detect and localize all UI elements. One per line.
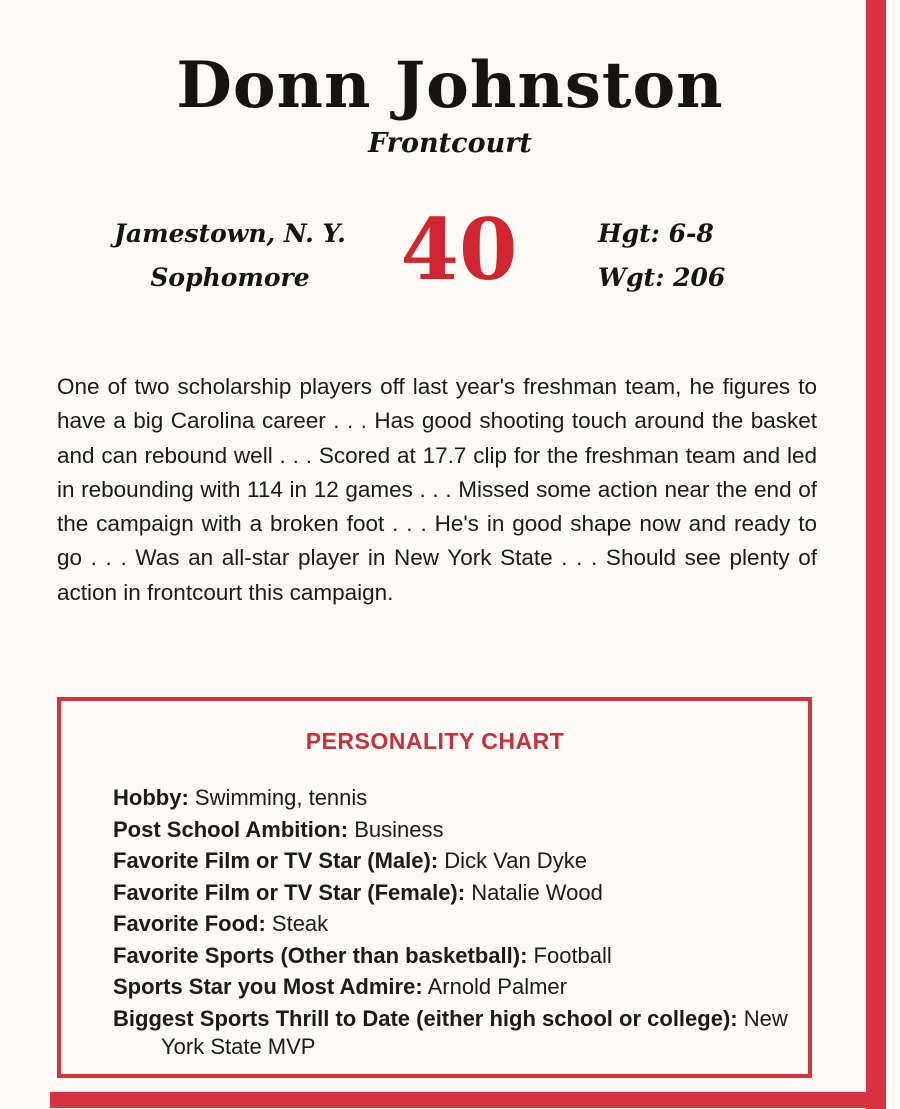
chart-item-value: Dick Van Dyke xyxy=(444,848,587,873)
chart-item-value: Arnold Palmer xyxy=(427,974,567,999)
height-value: 6-8 xyxy=(668,219,714,248)
chart-item-admire xyxy=(113,971,793,1003)
chart-item-hobby xyxy=(113,782,793,814)
chart-item-value: Business xyxy=(354,816,444,842)
player-hometown: Jamestown, N. Y. xyxy=(114,219,346,248)
chart-item-label: Post School Ambition: xyxy=(113,816,349,842)
chart-item-label: Favorite Film or TV Star (Female): xyxy=(113,879,466,905)
chart-item-value: Natalie Wood xyxy=(471,879,603,905)
chart-item-sports xyxy=(113,940,793,972)
height-row xyxy=(598,212,768,256)
chart-item-thrill xyxy=(113,1005,793,1061)
chart-item-value: Steak xyxy=(271,911,329,936)
chart-item-label: Sports Star you Most Admire: xyxy=(113,974,423,999)
chart-item-star-male xyxy=(113,845,793,877)
chart-item-label: Biggest Sports Thrill to Date (either high school or college): xyxy=(113,1005,738,1031)
chart-item-label: Hobby: xyxy=(113,785,189,810)
chart-item-value: Swimming, tennis xyxy=(194,785,368,810)
weight-value: 206 xyxy=(673,263,726,292)
player-name: Donn Johnston xyxy=(176,48,724,123)
red-border-bottom xyxy=(50,1092,886,1108)
player-origin xyxy=(80,212,380,300)
personality-chart-title: PERSONALITY CHART xyxy=(305,728,565,754)
chart-item-food xyxy=(113,908,793,940)
player-position: Frontcourt xyxy=(368,128,532,159)
personality-chart-list xyxy=(113,782,793,1061)
jersey-number: 40 xyxy=(400,200,518,299)
chart-item-value: Football xyxy=(533,942,612,968)
player-measurements xyxy=(598,212,768,300)
height-label: Hgt: xyxy=(598,219,660,248)
player-class: Sophomore xyxy=(150,263,310,292)
weight-label: Wgt: xyxy=(598,263,665,292)
chart-item-ambition xyxy=(113,814,793,846)
chart-item-label: Favorite Film or TV Star (Male): xyxy=(113,848,439,873)
chart-item-label: Favorite Food: xyxy=(113,911,266,936)
chart-item-label: Favorite Sports (Other than basketball): xyxy=(113,942,528,968)
red-border-right xyxy=(866,0,886,1109)
player-bio: One of two scholarship players off last year's freshman team, he figures to have a big Carolina career . . . Has good shooting touch around the basket and can rebound well . . . Scored at 17.7 clip for the freshman team and led in rebounding with 114 in 12 games . . . Missed some action near the end of the campaign with a broken foot . . . He's in good shape now and ready to go . . . Was an all-star player in New York State . . . Should see plenty of action in frontcourt this campaign. xyxy=(57,374,817,605)
chart-item-value: New York State MVP xyxy=(161,1005,788,1059)
weight-row xyxy=(598,256,768,300)
chart-item-star-female xyxy=(113,877,793,909)
